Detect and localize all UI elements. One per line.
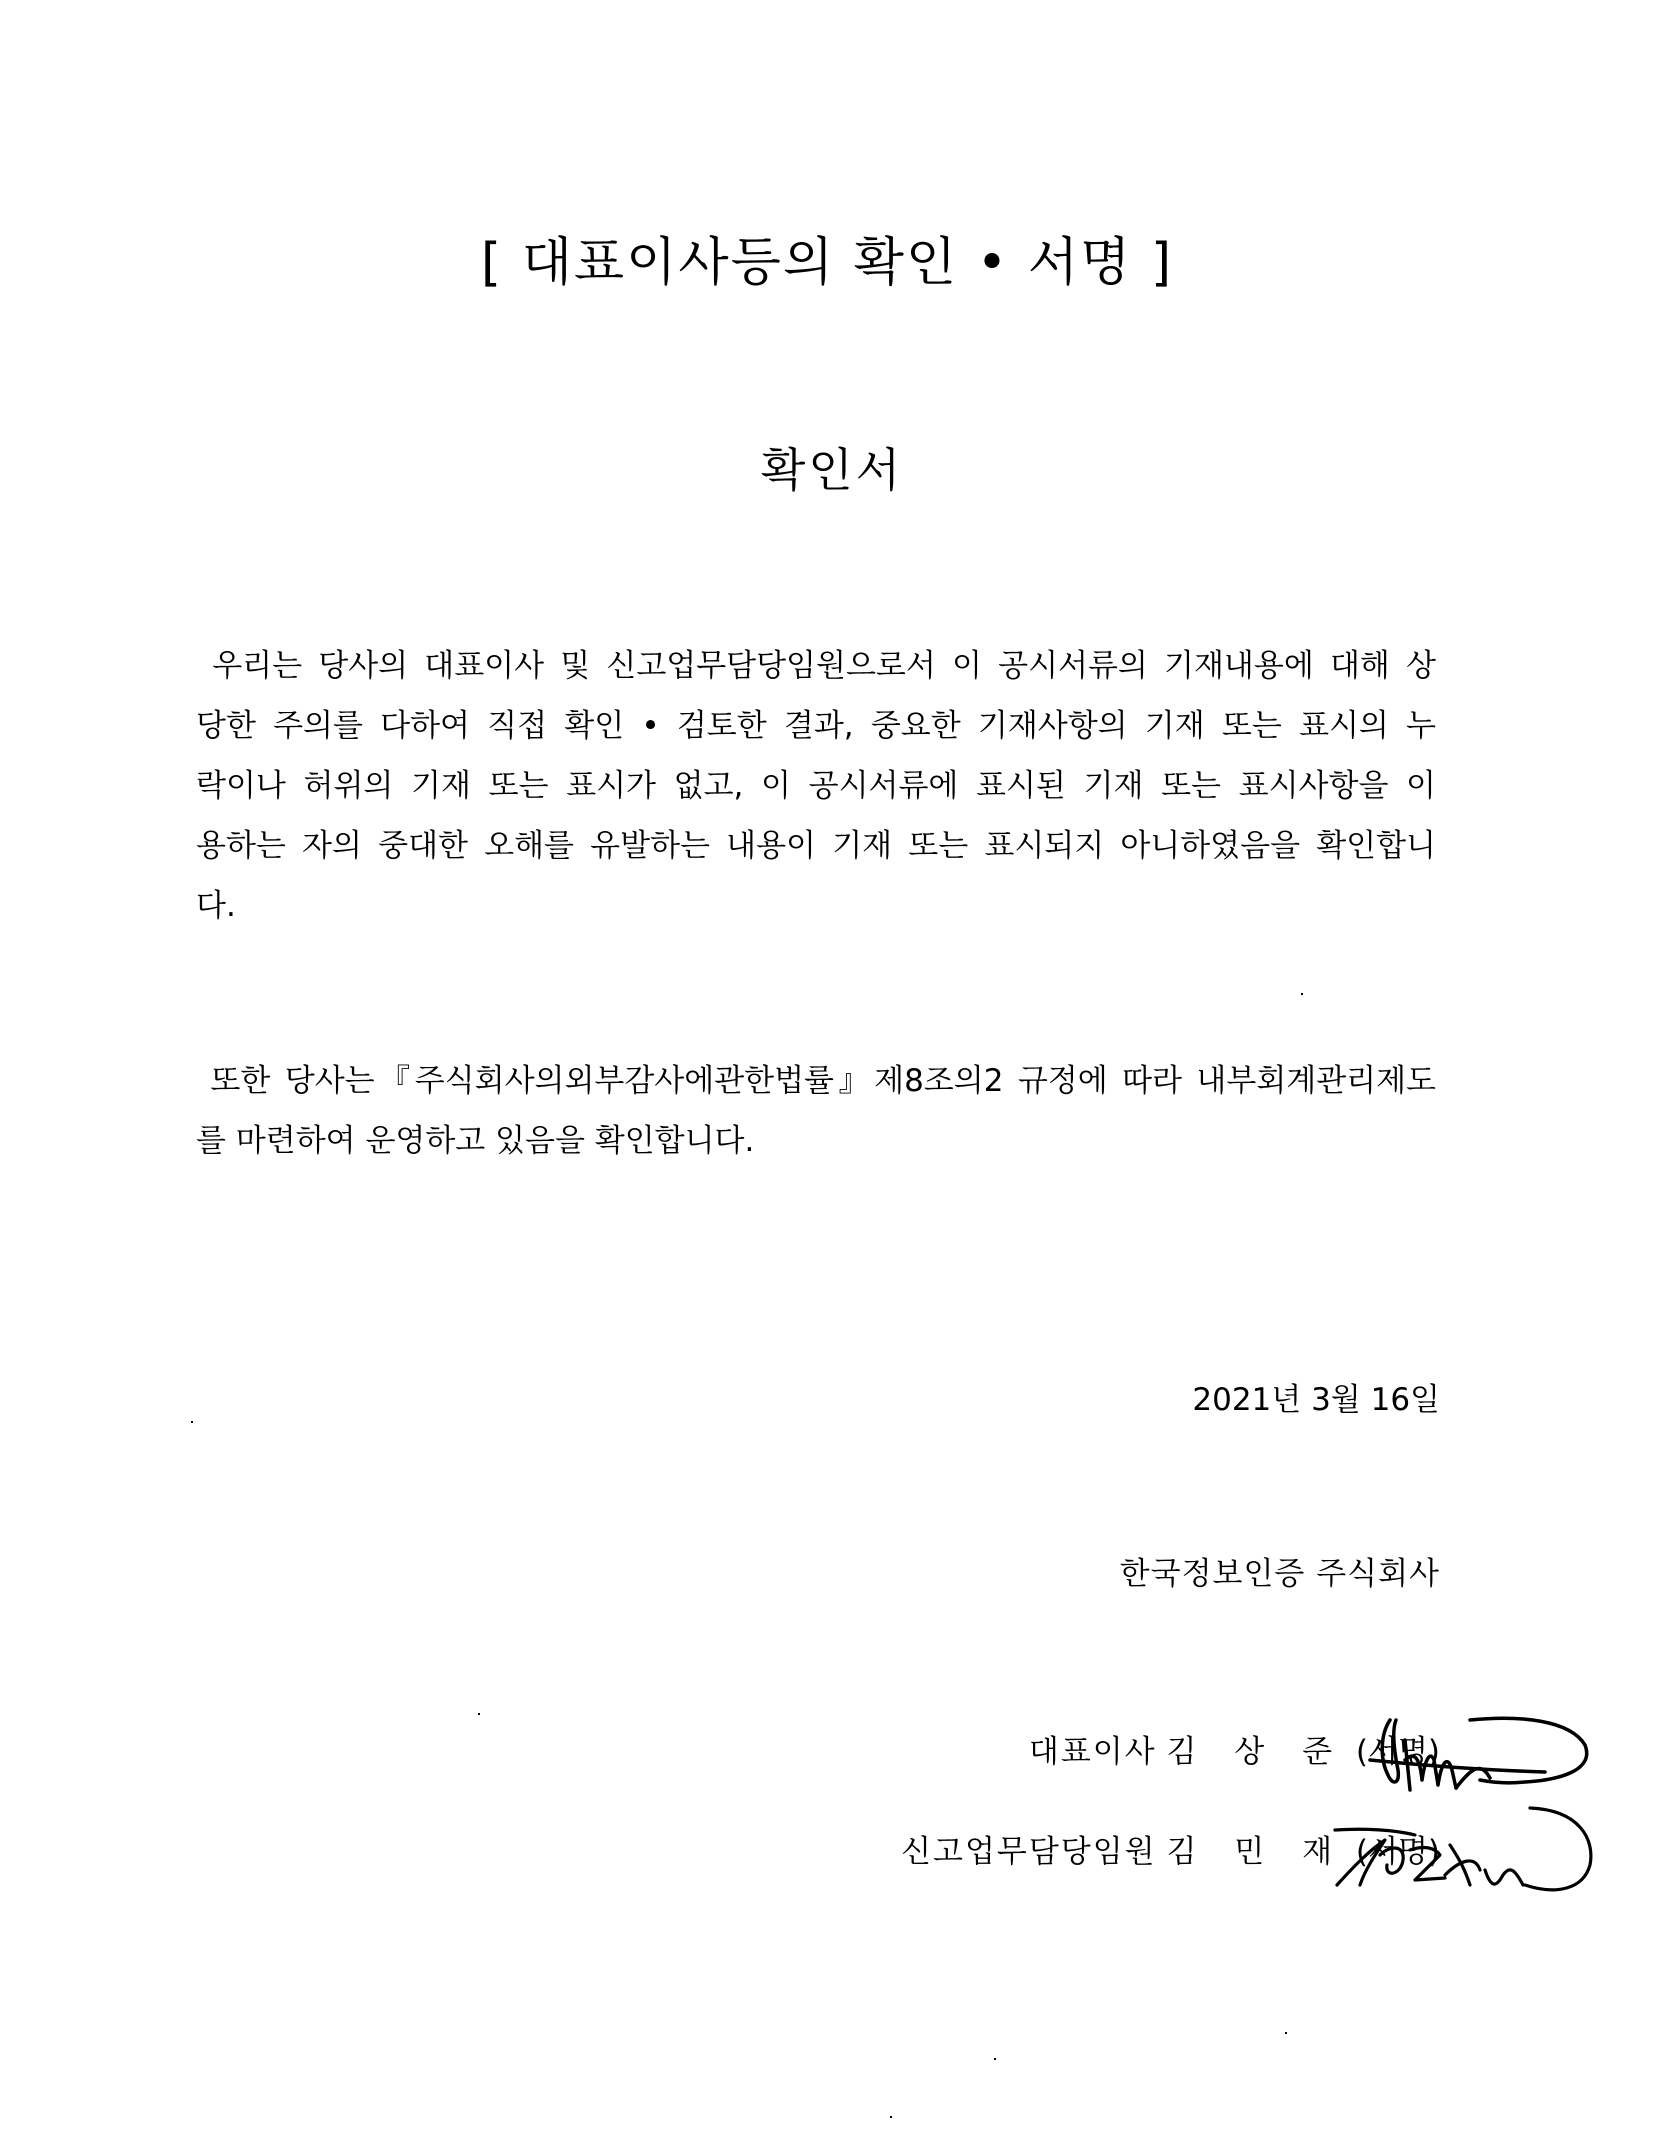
paragraph-line: 다. bbox=[196, 888, 236, 924]
section-header bbox=[0, 228, 1654, 298]
scan-speck bbox=[994, 2058, 996, 2060]
paragraph-line: 우리는 당사의 대표이사 및 신고업무담당임원으로서 이 공시서류의 기재내용에 대해 상 bbox=[196, 648, 1436, 684]
close-bracket: ] bbox=[1150, 233, 1174, 293]
paragraph-line: 용하는 자의 중대한 오해를 유발하는 내용이 기재 또는 표시되지 아니하였음을 확인합니 bbox=[196, 828, 1436, 864]
signature-label: (서명) bbox=[1355, 1834, 1440, 1870]
scan-speck bbox=[1285, 2032, 1287, 2034]
signer-role: 신고업무담당임원 bbox=[901, 1834, 1157, 1870]
signer-role: 대표이사 bbox=[1028, 1734, 1157, 1770]
paragraph-line: 를 마련하여 운영하고 있음을 확인합니다. bbox=[196, 1123, 755, 1159]
document-title: 확인서 bbox=[760, 443, 904, 497]
company-name: 한국정보인증 주식회사 bbox=[1119, 1556, 1440, 1592]
signer-name: 김 민 재 bbox=[1166, 1834, 1347, 1870]
paragraph-line: 또한 당사는『주식회사의외부감사에관한법률』제8조의2 규정에 따라 내부회계관리제도 bbox=[196, 1063, 1436, 1099]
paragraph-line: 당한 주의를 다하여 직접 확인 • 검토한 결과, 중요한 기재사항의 기재 또는 표시의 누 bbox=[196, 708, 1436, 744]
scan-speck bbox=[191, 1421, 193, 1423]
document-date: 2021년 3월 16일 bbox=[1192, 1382, 1440, 1418]
section-header-text: 대표이사등의 확인 • 서명 bbox=[521, 233, 1133, 293]
scan-speck bbox=[478, 1713, 480, 1715]
internal-control-paragraph bbox=[196, 1051, 1436, 1171]
signer-disclosure-officer bbox=[901, 1830, 1440, 1874]
paragraph-line: 락이나 허위의 기재 또는 표시가 없고, 이 공시서류에 표시된 기재 또는 표시사항을 이 bbox=[196, 768, 1436, 804]
scan-speck bbox=[890, 2116, 892, 2118]
scan-speck bbox=[1301, 993, 1303, 995]
signature-label: (서명) bbox=[1355, 1734, 1440, 1770]
signer-name: 김 상 준 bbox=[1166, 1734, 1347, 1770]
signer-ceo bbox=[1029, 1730, 1440, 1774]
open-bracket: [ bbox=[480, 233, 504, 293]
confirmation-paragraph bbox=[196, 636, 1436, 936]
